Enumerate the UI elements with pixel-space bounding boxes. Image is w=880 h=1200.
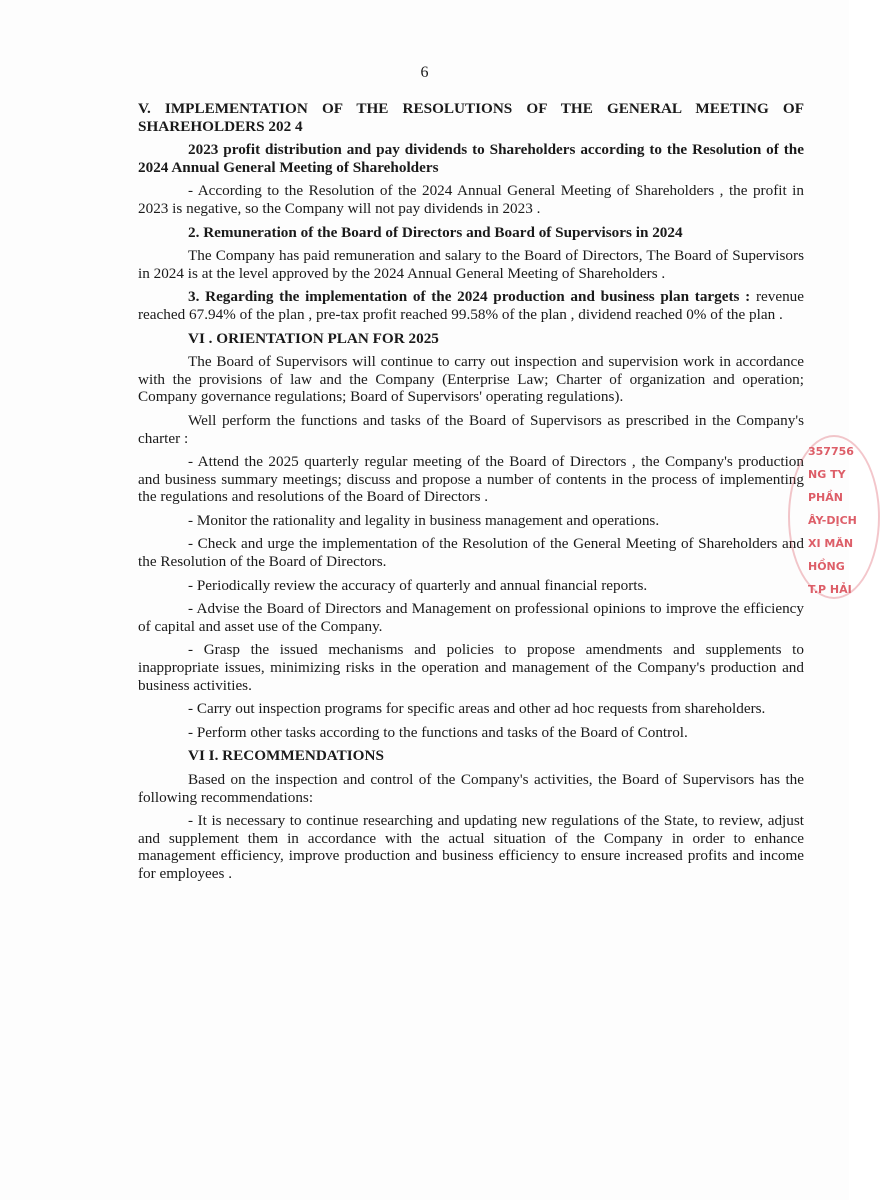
paragraph: - Attend the 2025 quarterly regular meeting of the Board of Directors , the Company's production and business summary meetings; discuss and propose a number of contents in the process of implementing the regulations and resolutions of the Board of Directors . — [138, 453, 804, 506]
paragraph: Based on the inspection and control of the Company's activities, the Board of Supervisors has the following recommendations: — [138, 771, 804, 806]
paragraph: - According to the Resolution of the 2024 Annual General Meeting of Shareholders , the profit in 2023 is negative, so the Company will not pay dividends in 2023 . — [138, 182, 804, 217]
paragraph: The Board of Supervisors will continue to carry out inspection and supervision work in accordance with the provisions of law and the Company (Enterprise Law; Charter of organization and operation; Company governance regulations; Board of Supervisors' operating regulations). — [138, 353, 804, 406]
paragraph: - Carry out inspection programs for specific areas and other ad hoc requests from shareholders. — [188, 700, 766, 718]
section-heading: 2023 profit distribution and pay dividends to Shareholders according to the Resolution of the 2024 Annual General Meeting of Shareholders — [138, 141, 804, 176]
stamp-text: PHẦN — [808, 491, 843, 504]
paragraph: - It is necessary to continue researching and updating new regulations of the State, to review, adjust and supplement them in accordance with the actual situation of the Company in order to enhance management efficiency, improve production and business efficiency to ensure increased profits and income for employees . — [138, 812, 804, 882]
stamp-text: 357756 — [808, 445, 854, 458]
seal-ring — [788, 435, 880, 599]
paragraph: The Company has paid remuneration and salary to the Board of Directors, The Board of Supervisors in 2024 is at the level approved by the 2024 Annual General Meeting of Shareholders . — [138, 247, 804, 282]
paragraph: - Monitor the rationality and legality in business management and operations. — [188, 511, 660, 529]
document-body — [138, 100, 804, 889]
paragraph-with-bold-lead — [138, 288, 804, 323]
section-heading: VI . ORIENTATION PLAN FOR 2025 — [188, 329, 439, 347]
paragraph: - Periodically review the accuracy of quarterly and annual financial reports. — [188, 576, 648, 594]
bold-lead-text: 3. Regarding the implementation of the 2024 production and business plan targets : — [188, 288, 751, 306]
paragraph: Well perform the functions and tasks of the Board of Supervisors as prescribed in the Company's charter : — [138, 411, 804, 447]
page-number: 6 — [420, 64, 429, 81]
section-heading: V. IMPLEMENTATION OF THE RESOLUTIONS OF THE GENERAL MEETING OF SHAREHOLDERS 202 4 — [138, 100, 804, 135]
stamp-text: HỒNG — [808, 560, 845, 573]
section-heading: 2. Remuneration of the Board of Directors and Board of Supervisors in 2024 — [188, 223, 683, 241]
stamp-text: XI MĂN — [808, 537, 854, 550]
stamp-text: ÂY-DỊCH — [808, 514, 857, 527]
stamp-text: NG TY — [808, 468, 846, 481]
paragraph: - Grasp the issued mechanisms and policies to propose amendments and supplements to inappropriate issues, minimizing risks in the operation and management of the Company's production and business activities. — [138, 641, 804, 694]
paragraph: - Check and urge the implementation of the Resolution of the General Meeting of Shareholders and the Resolution of the Board of Directors. — [138, 535, 804, 571]
paragraph: - Advise the Board of Directors and Management on professional opinions to improve the efficiency of capital and asset use of the Company. — [138, 600, 804, 635]
section-heading: VI I. RECOMMENDATIONS — [188, 747, 384, 765]
paragraph-text: revenue reached 67.94% of the plan , pre-tax profit reached 99.58% of the plan , dividend reached 0% of the plan . — [138, 288, 805, 323]
paragraph: - Perform other tasks according to the functions and tasks of the Board of Control. — [188, 723, 688, 741]
stamp-text: T.P HẢI — [808, 583, 852, 596]
company-seal-stamp — [808, 440, 870, 596]
